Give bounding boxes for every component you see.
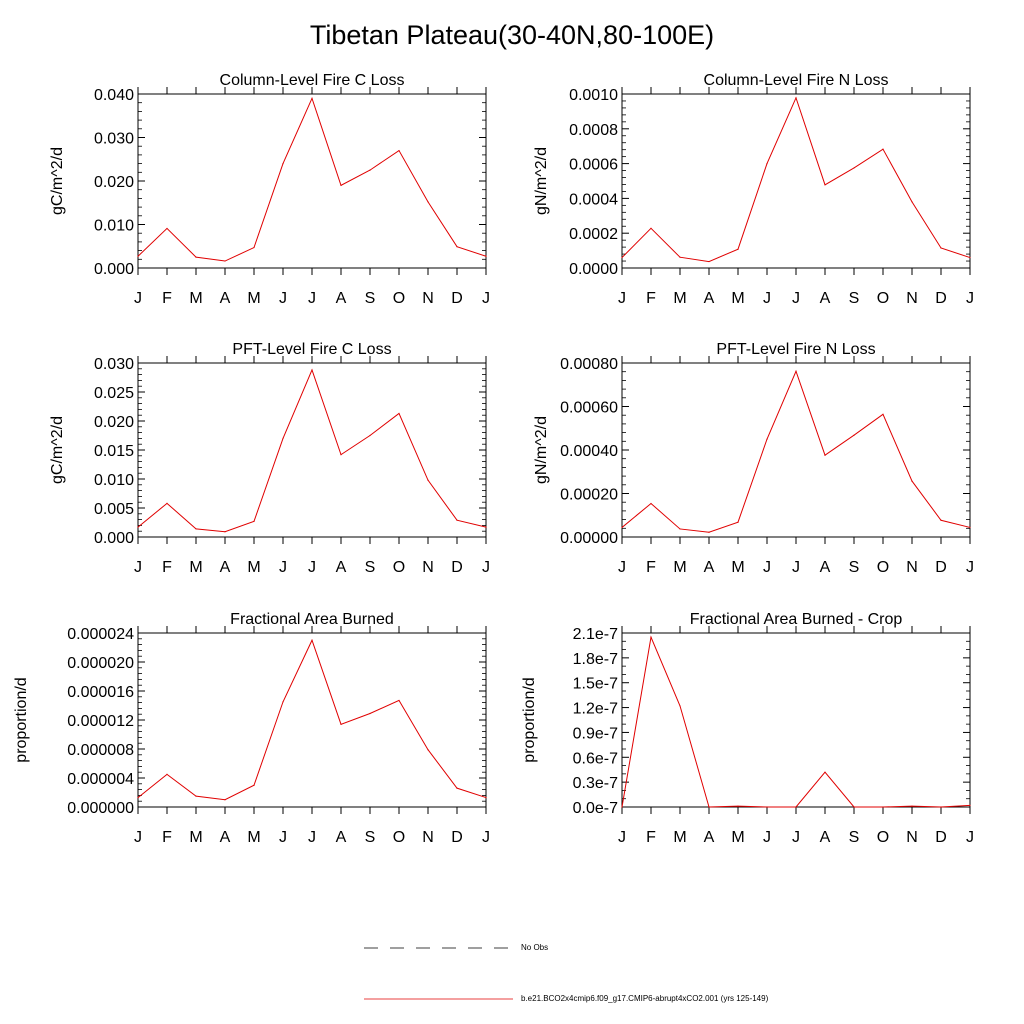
data-point — [795, 806, 796, 807]
data-point — [224, 531, 225, 532]
data-point — [882, 149, 883, 150]
y-tick-label: 0.015 — [93, 443, 134, 460]
x-tick-label: A — [703, 559, 715, 576]
data-point — [708, 261, 709, 262]
data-point — [427, 201, 428, 202]
data-point — [456, 788, 457, 789]
data-point — [853, 167, 854, 168]
y-tick-label: 0.0002 — [569, 226, 618, 244]
y-axis-label: proportion/d — [13, 677, 30, 763]
chart-panel-6 — [521, 611, 974, 846]
plot-frame — [622, 633, 970, 807]
x-tick-label: J — [308, 829, 316, 846]
x-tick-label: M — [189, 559, 203, 576]
data-point — [679, 705, 680, 706]
legend-model-label: b.e21.BCO2x4cmip6.f09_g17.CMIP6-abrupt4xCO2.001 (yrs 125-149) — [521, 994, 769, 1003]
x-tick-label: J — [792, 559, 800, 576]
x-tick-label: S — [848, 290, 860, 307]
x-tick-label: S — [848, 559, 860, 576]
data-point — [485, 797, 486, 798]
data-point — [621, 806, 622, 807]
series-line — [622, 637, 970, 807]
x-tick-label: M — [731, 829, 745, 846]
data-point — [621, 527, 622, 528]
x-tick-label: N — [422, 829, 434, 846]
data-point — [456, 246, 457, 247]
data-point — [911, 201, 912, 202]
data-point — [737, 249, 738, 250]
page-title: Tibetan Plateau(30-40N,80-100E) — [309, 20, 715, 50]
y-tick-label: 1.5e-7 — [572, 675, 618, 693]
legend-model-swatch — [0, 991, 1024, 1007]
y-tick-label: 0.6e-7 — [572, 750, 618, 768]
y-tick-label: 0.000012 — [67, 713, 134, 730]
data-point — [911, 806, 912, 807]
data-point — [398, 700, 399, 701]
data-point — [766, 806, 767, 807]
y-axis-label: gN/m^2/d — [533, 416, 550, 484]
x-tick-label: J — [482, 290, 490, 307]
data-point — [940, 520, 941, 521]
y-tick-label: 0.020 — [93, 174, 134, 191]
data-point — [650, 637, 651, 638]
x-tick-label: J — [618, 290, 626, 307]
y-tick-label: 0.00080 — [560, 356, 618, 373]
data-point — [969, 805, 970, 806]
y-tick-label: 0.000004 — [67, 771, 134, 788]
plot-frame — [138, 363, 486, 537]
data-point — [708, 806, 709, 807]
data-point — [166, 774, 167, 775]
y-tick-label: 0.00020 — [560, 486, 618, 504]
data-point — [679, 528, 680, 529]
y-tick-label: 0.030 — [93, 130, 134, 148]
x-tick-label: N — [422, 559, 434, 576]
data-point — [882, 806, 883, 807]
legend-obs-label: No Obs — [521, 943, 549, 952]
x-tick-label: D — [935, 829, 947, 846]
data-point — [650, 503, 651, 504]
data-point — [398, 150, 399, 151]
data-point — [940, 806, 941, 807]
data-point — [853, 806, 854, 807]
y-tick-label: 0.3e-7 — [572, 775, 618, 793]
data-point — [679, 257, 680, 258]
y-tick-label: 0.005 — [93, 501, 134, 518]
y-tick-label: 0.00000 — [560, 530, 618, 547]
data-point — [882, 414, 883, 415]
x-tick-label: J — [482, 559, 490, 576]
data-point — [650, 228, 651, 229]
y-tick-label: 0.000008 — [67, 742, 134, 759]
x-tick-label: M — [189, 290, 203, 307]
x-tick-label: J — [134, 290, 142, 307]
y-tick-label: 0.000016 — [67, 684, 134, 701]
chart-panel-3 — [49, 341, 490, 576]
x-tick-label: M — [247, 829, 261, 846]
x-tick-label: A — [703, 290, 715, 307]
y-tick-label: 0.0008 — [569, 121, 618, 139]
x-tick-label: J — [763, 290, 771, 307]
y-axis-label: gN/m^2/d — [533, 147, 550, 215]
data-point — [311, 98, 312, 99]
data-point — [369, 713, 370, 714]
x-tick-label: J — [792, 290, 800, 307]
data-point — [137, 256, 138, 257]
panel-title: Column-Level Fire N Loss — [703, 72, 889, 89]
x-tick-label: M — [247, 290, 261, 307]
x-tick-label: A — [335, 559, 347, 576]
x-tick-label: D — [451, 829, 463, 846]
data-point — [427, 749, 428, 750]
data-point — [369, 170, 370, 171]
y-tick-label: 0.0010 — [569, 87, 618, 104]
y-tick-label: 0.010 — [93, 217, 134, 235]
data-point — [940, 247, 941, 248]
y-tick-label: 0.040 — [93, 87, 134, 104]
panel-title: PFT-Level Fire N Loss — [716, 341, 876, 358]
x-tick-label: J — [279, 559, 287, 576]
y-tick-label: 0.000000 — [67, 800, 134, 817]
x-tick-label: J — [618, 829, 626, 846]
y-tick-label: 0.000 — [93, 530, 134, 547]
data-point — [282, 438, 283, 439]
x-tick-label: D — [935, 290, 947, 307]
chart-panel-4 — [533, 341, 974, 576]
panel-title: Column-Level Fire C Loss — [219, 72, 405, 89]
panel-title: Fractional Area Burned — [230, 611, 394, 628]
x-tick-label: J — [763, 559, 771, 576]
y-tick-label: 0.020 — [93, 414, 134, 431]
series-line — [138, 640, 486, 800]
data-point — [485, 527, 486, 528]
y-tick-label: 2.1e-7 — [572, 626, 618, 643]
y-tick-label: 0.9e-7 — [572, 725, 618, 743]
x-tick-label: F — [162, 829, 172, 846]
y-tick-label: 0.000024 — [67, 626, 134, 643]
data-point — [795, 371, 796, 372]
x-tick-label: F — [646, 559, 656, 576]
data-point — [737, 522, 738, 523]
data-point — [766, 163, 767, 164]
data-point — [282, 163, 283, 164]
x-tick-label: A — [335, 290, 347, 307]
y-tick-label: 0.000 — [93, 261, 134, 278]
x-tick-label: M — [247, 559, 261, 576]
plot-frame — [622, 363, 970, 537]
data-point — [824, 184, 825, 185]
x-tick-label: O — [392, 829, 406, 846]
data-point — [340, 454, 341, 455]
x-tick-label: F — [646, 829, 656, 846]
data-point — [166, 228, 167, 229]
x-tick-label: J — [308, 290, 316, 307]
data-point — [824, 455, 825, 456]
x-tick-label: M — [673, 829, 687, 846]
data-point — [795, 97, 796, 98]
x-tick-label: D — [451, 559, 463, 576]
y-tick-label: 0.025 — [93, 385, 134, 402]
x-tick-label: M — [731, 290, 745, 307]
y-tick-label: 0.0e-7 — [572, 800, 618, 817]
data-point — [456, 520, 457, 521]
x-tick-label: A — [219, 290, 231, 307]
chart-panel-2 — [533, 72, 974, 307]
x-tick-label: J — [618, 559, 626, 576]
y-tick-label: 0.0000 — [569, 261, 618, 278]
y-tick-label: 0.00040 — [560, 443, 618, 460]
data-point — [224, 260, 225, 261]
x-tick-label: S — [364, 290, 376, 307]
data-point — [969, 257, 970, 258]
x-tick-label: O — [392, 290, 406, 307]
data-point — [253, 521, 254, 522]
x-tick-label: N — [906, 559, 918, 576]
x-tick-label: O — [392, 559, 406, 576]
x-tick-label: S — [364, 559, 376, 576]
panel-title: PFT-Level Fire C Loss — [232, 341, 392, 358]
panel-title: Fractional Area Burned - Crop — [689, 611, 903, 628]
x-tick-label: O — [876, 290, 890, 307]
x-tick-label: D — [451, 290, 463, 307]
data-point — [195, 257, 196, 258]
y-tick-label: 1.2e-7 — [572, 700, 618, 718]
data-point — [311, 369, 312, 370]
plot-frame — [622, 94, 970, 268]
x-tick-label: D — [935, 559, 947, 576]
series-line — [138, 98, 486, 261]
x-tick-label: N — [422, 290, 434, 307]
x-tick-label: M — [189, 829, 203, 846]
y-tick-label: 1.8e-7 — [572, 650, 618, 668]
series-line — [138, 370, 486, 532]
x-tick-label: M — [673, 290, 687, 307]
x-tick-label: J — [763, 829, 771, 846]
data-point — [485, 256, 486, 257]
data-point — [911, 481, 912, 482]
data-point — [853, 435, 854, 436]
x-tick-label: A — [219, 829, 231, 846]
x-tick-label: J — [308, 559, 316, 576]
x-tick-label: O — [876, 829, 890, 846]
y-tick-label: 0.0006 — [569, 156, 618, 174]
data-point — [766, 439, 767, 440]
data-point — [137, 527, 138, 528]
x-tick-label: S — [364, 829, 376, 846]
x-tick-label: J — [279, 829, 287, 846]
data-point — [195, 528, 196, 529]
data-point — [311, 640, 312, 641]
data-point — [427, 480, 428, 481]
y-tick-label: 0.010 — [93, 472, 134, 489]
x-tick-label: A — [819, 559, 831, 576]
data-point — [195, 796, 196, 797]
plot-frame — [138, 633, 486, 807]
data-point — [224, 799, 225, 800]
data-point — [137, 797, 138, 798]
x-tick-label: S — [848, 829, 860, 846]
x-tick-label: N — [906, 290, 918, 307]
x-tick-label: A — [819, 290, 831, 307]
data-point — [621, 257, 622, 258]
x-tick-label: A — [819, 829, 831, 846]
y-tick-label: 0.0004 — [569, 191, 618, 209]
y-tick-label: 0.00060 — [560, 399, 618, 417]
legend-obs-swatch — [0, 940, 1024, 956]
data-point — [340, 724, 341, 725]
data-point — [969, 527, 970, 528]
legend-row-obs — [0, 940, 1024, 956]
data-point — [737, 806, 738, 807]
series-line — [622, 98, 970, 262]
x-tick-label: M — [731, 559, 745, 576]
data-point — [369, 435, 370, 436]
data-point — [398, 413, 399, 414]
y-axis-label: gC/m^2/d — [49, 416, 66, 484]
x-tick-label: J — [279, 290, 287, 307]
chart-panel-5 — [13, 611, 490, 846]
plot-frame — [138, 94, 486, 268]
y-axis-label: proportion/d — [521, 677, 538, 763]
x-tick-label: F — [162, 290, 172, 307]
data-point — [824, 772, 825, 773]
data-point — [253, 785, 254, 786]
data-point — [166, 503, 167, 504]
x-tick-label: F — [646, 290, 656, 307]
y-axis-label: gC/m^2/d — [49, 147, 66, 215]
x-tick-label: F — [162, 559, 172, 576]
x-tick-label: J — [482, 829, 490, 846]
x-tick-label: J — [134, 829, 142, 846]
x-tick-label: O — [876, 559, 890, 576]
x-tick-label: J — [966, 559, 974, 576]
x-tick-label: A — [335, 829, 347, 846]
x-tick-label: A — [703, 829, 715, 846]
chart-panel-1 — [49, 72, 490, 307]
x-tick-label: A — [219, 559, 231, 576]
legend-row-model — [0, 991, 1024, 1007]
data-point — [282, 701, 283, 702]
y-tick-label: 0.000020 — [67, 655, 134, 672]
x-tick-label: N — [906, 829, 918, 846]
data-point — [708, 532, 709, 533]
data-point — [253, 247, 254, 248]
x-tick-label: M — [673, 559, 687, 576]
series-line — [622, 371, 970, 532]
x-tick-label: J — [792, 829, 800, 846]
data-point — [340, 185, 341, 186]
x-tick-label: J — [134, 559, 142, 576]
x-tick-label: J — [966, 829, 974, 846]
x-tick-label: J — [966, 290, 974, 307]
y-tick-label: 0.030 — [93, 356, 134, 373]
